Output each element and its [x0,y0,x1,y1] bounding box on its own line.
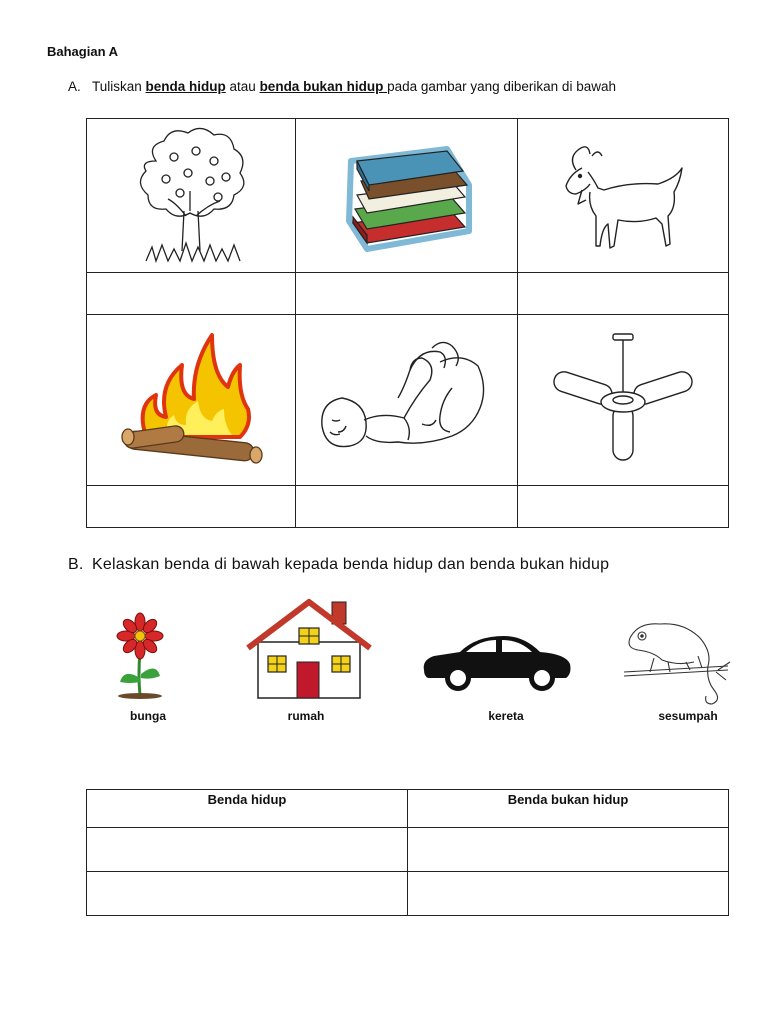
house-icon [246,598,372,700]
answer-cell-5[interactable] [296,486,518,528]
picture-cell-fan [518,315,729,486]
goat-icon [558,128,688,258]
classification-cell[interactable] [87,872,408,916]
flower-picture [110,612,170,707]
tree-icon [126,121,256,266]
question-b-text: Kelaskan benda di bawah kepada benda hidup dan benda bukan hidup [92,556,610,573]
chameleon-icon [620,616,732,710]
question-b-marker: B. [68,556,84,573]
picture-cell-tree [87,119,296,273]
question-a [68,77,708,96]
ceiling-fan-icon [543,330,703,465]
object-label-bunga: bunga [130,709,166,723]
car-icon [420,630,574,692]
picture-cell-books [296,119,518,273]
picture-table [86,118,729,528]
classification-cell[interactable] [87,828,408,872]
question-a-text-3: pada gambar yang diberikan di bawah [387,79,616,94]
answer-cell-3[interactable] [518,273,729,315]
house-picture [246,598,372,705]
column-header-benda-bukan-hidup: Benda bukan hidup [408,790,729,828]
picture-cell-fire [87,315,296,486]
baby-icon [312,328,502,468]
column-header-benda-hidup: Benda hidup [87,790,408,828]
answer-cell-1[interactable] [87,273,296,315]
classification-cell[interactable] [408,872,729,916]
classification-cell[interactable] [408,828,729,872]
chameleon-picture [620,616,732,715]
question-a-marker: A. [68,79,81,94]
object-label-rumah: rumah [287,709,325,723]
question-a-text [92,77,708,96]
fire-icon [116,325,266,470]
answer-cell-2[interactable] [296,273,518,315]
object-label-sesumpah: sesumpah [658,709,718,723]
keyword-benda-hidup: benda hidup [145,79,226,94]
object-label-kereta: kereta [488,709,524,723]
keyword-benda-bukan-hidup: benda bukan hidup [259,79,388,94]
question-a-text-1: Tuliskan [92,79,146,94]
books-icon [337,131,477,256]
answer-cell-4[interactable] [87,486,296,528]
classification-table [86,789,729,916]
car-picture [420,630,574,697]
question-b [68,553,718,577]
picture-cell-goat [518,119,729,273]
answer-cell-6[interactable] [518,486,729,528]
section-heading: Bahagian A [47,44,119,59]
flower-icon [110,612,170,702]
picture-cell-baby [296,315,518,486]
question-a-text-2: atau [225,79,260,94]
